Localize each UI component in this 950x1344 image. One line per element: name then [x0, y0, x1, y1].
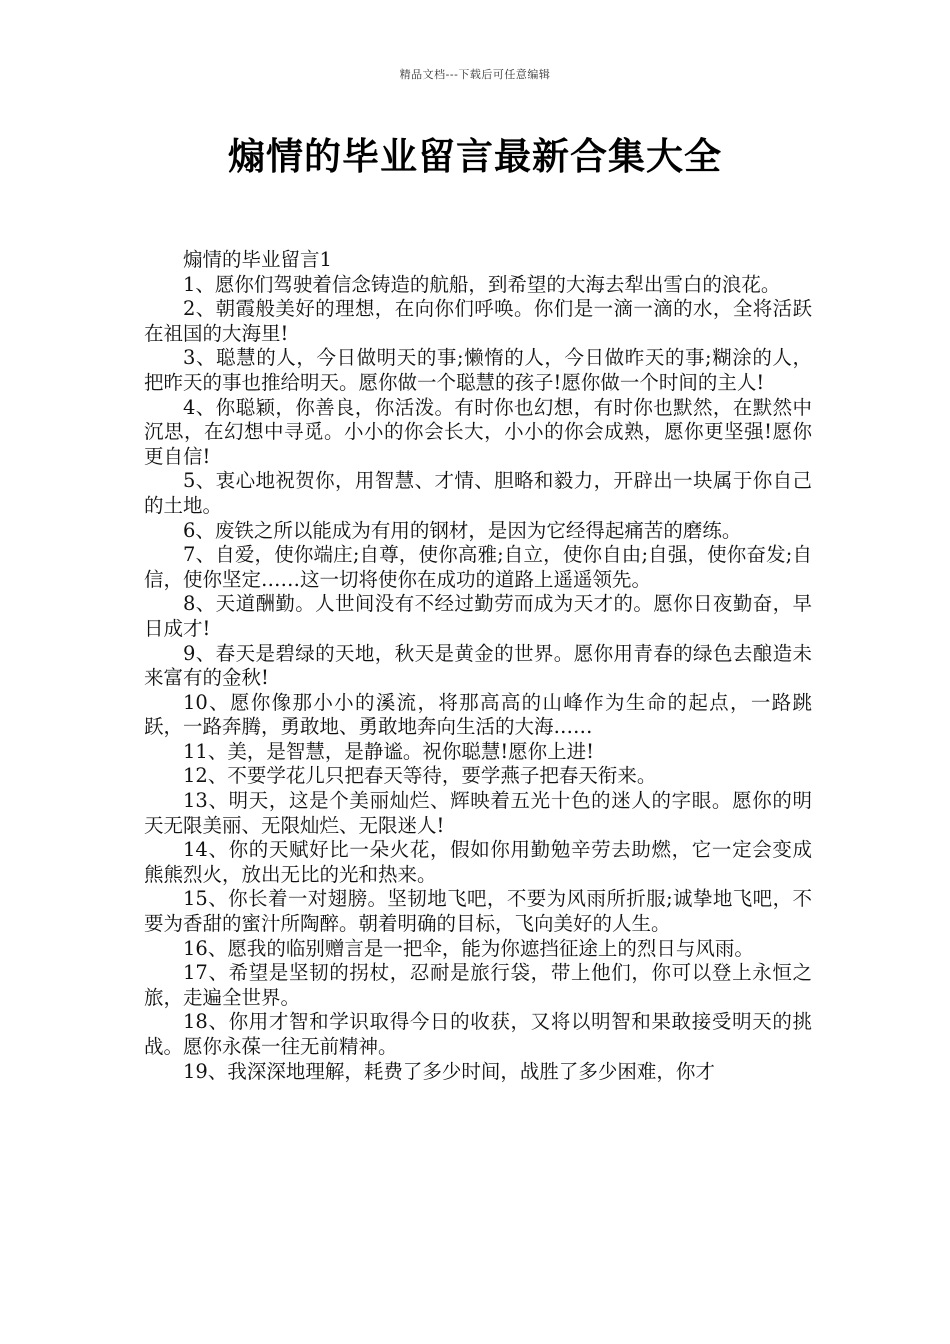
page-header-note: 精品文档---下载后可任意编辑 — [399, 68, 551, 81]
message-item: 15、你长着一对翅膀。坚韧地飞吧，不要为风雨所折服;诚挚地飞吧，不要为香甜的蜜汁所陶醉。朝着明确的目标，飞向美好的人生。 — [144, 887, 812, 936]
message-item: 1、愿你们驾驶着信念铸造的航船，到希望的大海去犁出雪白的浪花。 — [183, 272, 781, 296]
message-item: 3、聪慧的人，今日做明天的事;懒惰的人，今日做昨天的事;糊涂的人，把昨天的事也推给明天。愿你做一个聪慧的孩子!愿你做一个时间的主人! — [144, 346, 812, 394]
message-item: 11、美，是智慧，是静谧。祝你聪慧!愿你上进! — [183, 739, 594, 763]
message-item: 6、废铁之所以能成为有用的钢材，是因为它经得起痛苦的磨练。 — [183, 518, 742, 542]
message-item: 18、你用才智和学识取得今日的收获，又将以明智和果敢接受明天的挑战。愿你永葆一往无前精神。 — [144, 1010, 812, 1058]
message-item: 2、朝霞般美好的理想，在向你们呼唤。你们是一滴一滴的水，全将活跃在祖国的大海里! — [144, 297, 812, 345]
message-item: 19、我深深地理解，耗费了多少时间，战胜了多少困难，你才 — [183, 1059, 715, 1083]
message-item: 16、愿我的临别赠言是一把伞，能为你遮挡征途上的烈日与风雨。 — [183, 936, 754, 960]
message-item: 4、你聪颖，你善良，你活泼。有时你也幻想，有时你也默然，在默然中沉思，在幻想中寻觅。小小的你会长大，小小的你会成熟，愿你更坚强!愿你更自信! — [144, 395, 812, 468]
message-item: 14、你的天赋好比一朵火花，假如你用勤勉辛劳去助燃，它一定会变成熊熊烈火，放出无比的光和热来。 — [144, 838, 812, 886]
message-item: 17、希望是坚韧的拐杖，忍耐是旅行袋，带上他们，你可以登上永恒之旅，走遍全世界。 — [144, 961, 812, 1009]
message-item: 13、明天，这是个美丽灿烂、辉映着五光十色的迷人的字眼。愿你的明天无限美丽、无限灿烂、无限迷人! — [144, 789, 812, 837]
section-heading: 煽情的毕业留言1 — [183, 248, 332, 271]
message-item: 10、愿你像那小小的溪流，将那高高的山峰作为生命的起点，一路跳跃，一路奔腾，勇敢地、勇敢地奔向生活的大海…… — [144, 690, 812, 739]
document-body — [144, 248, 812, 1084]
message-item: 12、不要学花儿只把春天等待，要学燕子把春天衔来。 — [183, 764, 657, 788]
document-title: 煽情的毕业留言最新合集大全 — [228, 135, 722, 178]
message-item: 5、衷心地祝贺你，用智慧、才情、胆略和毅力，开辟出一块属于你自己的土地。 — [144, 469, 812, 517]
message-item: 7、自爱，使你端庄;自尊，使你高雅;自立，使你自由;自强，使你奋发;自信，使你坚定……这一切将使你在成功的道路上遥遥领先。 — [144, 543, 812, 591]
message-item: 9、春天是碧绿的天地，秋天是黄金的世界。愿你用青春的绿色去酿造未来富有的金秋! — [144, 641, 812, 690]
message-item: 8、天道酬勤。人世间没有不经过勤劳而成为天才的。愿你日夜勤奋，早日成才! — [144, 592, 812, 640]
